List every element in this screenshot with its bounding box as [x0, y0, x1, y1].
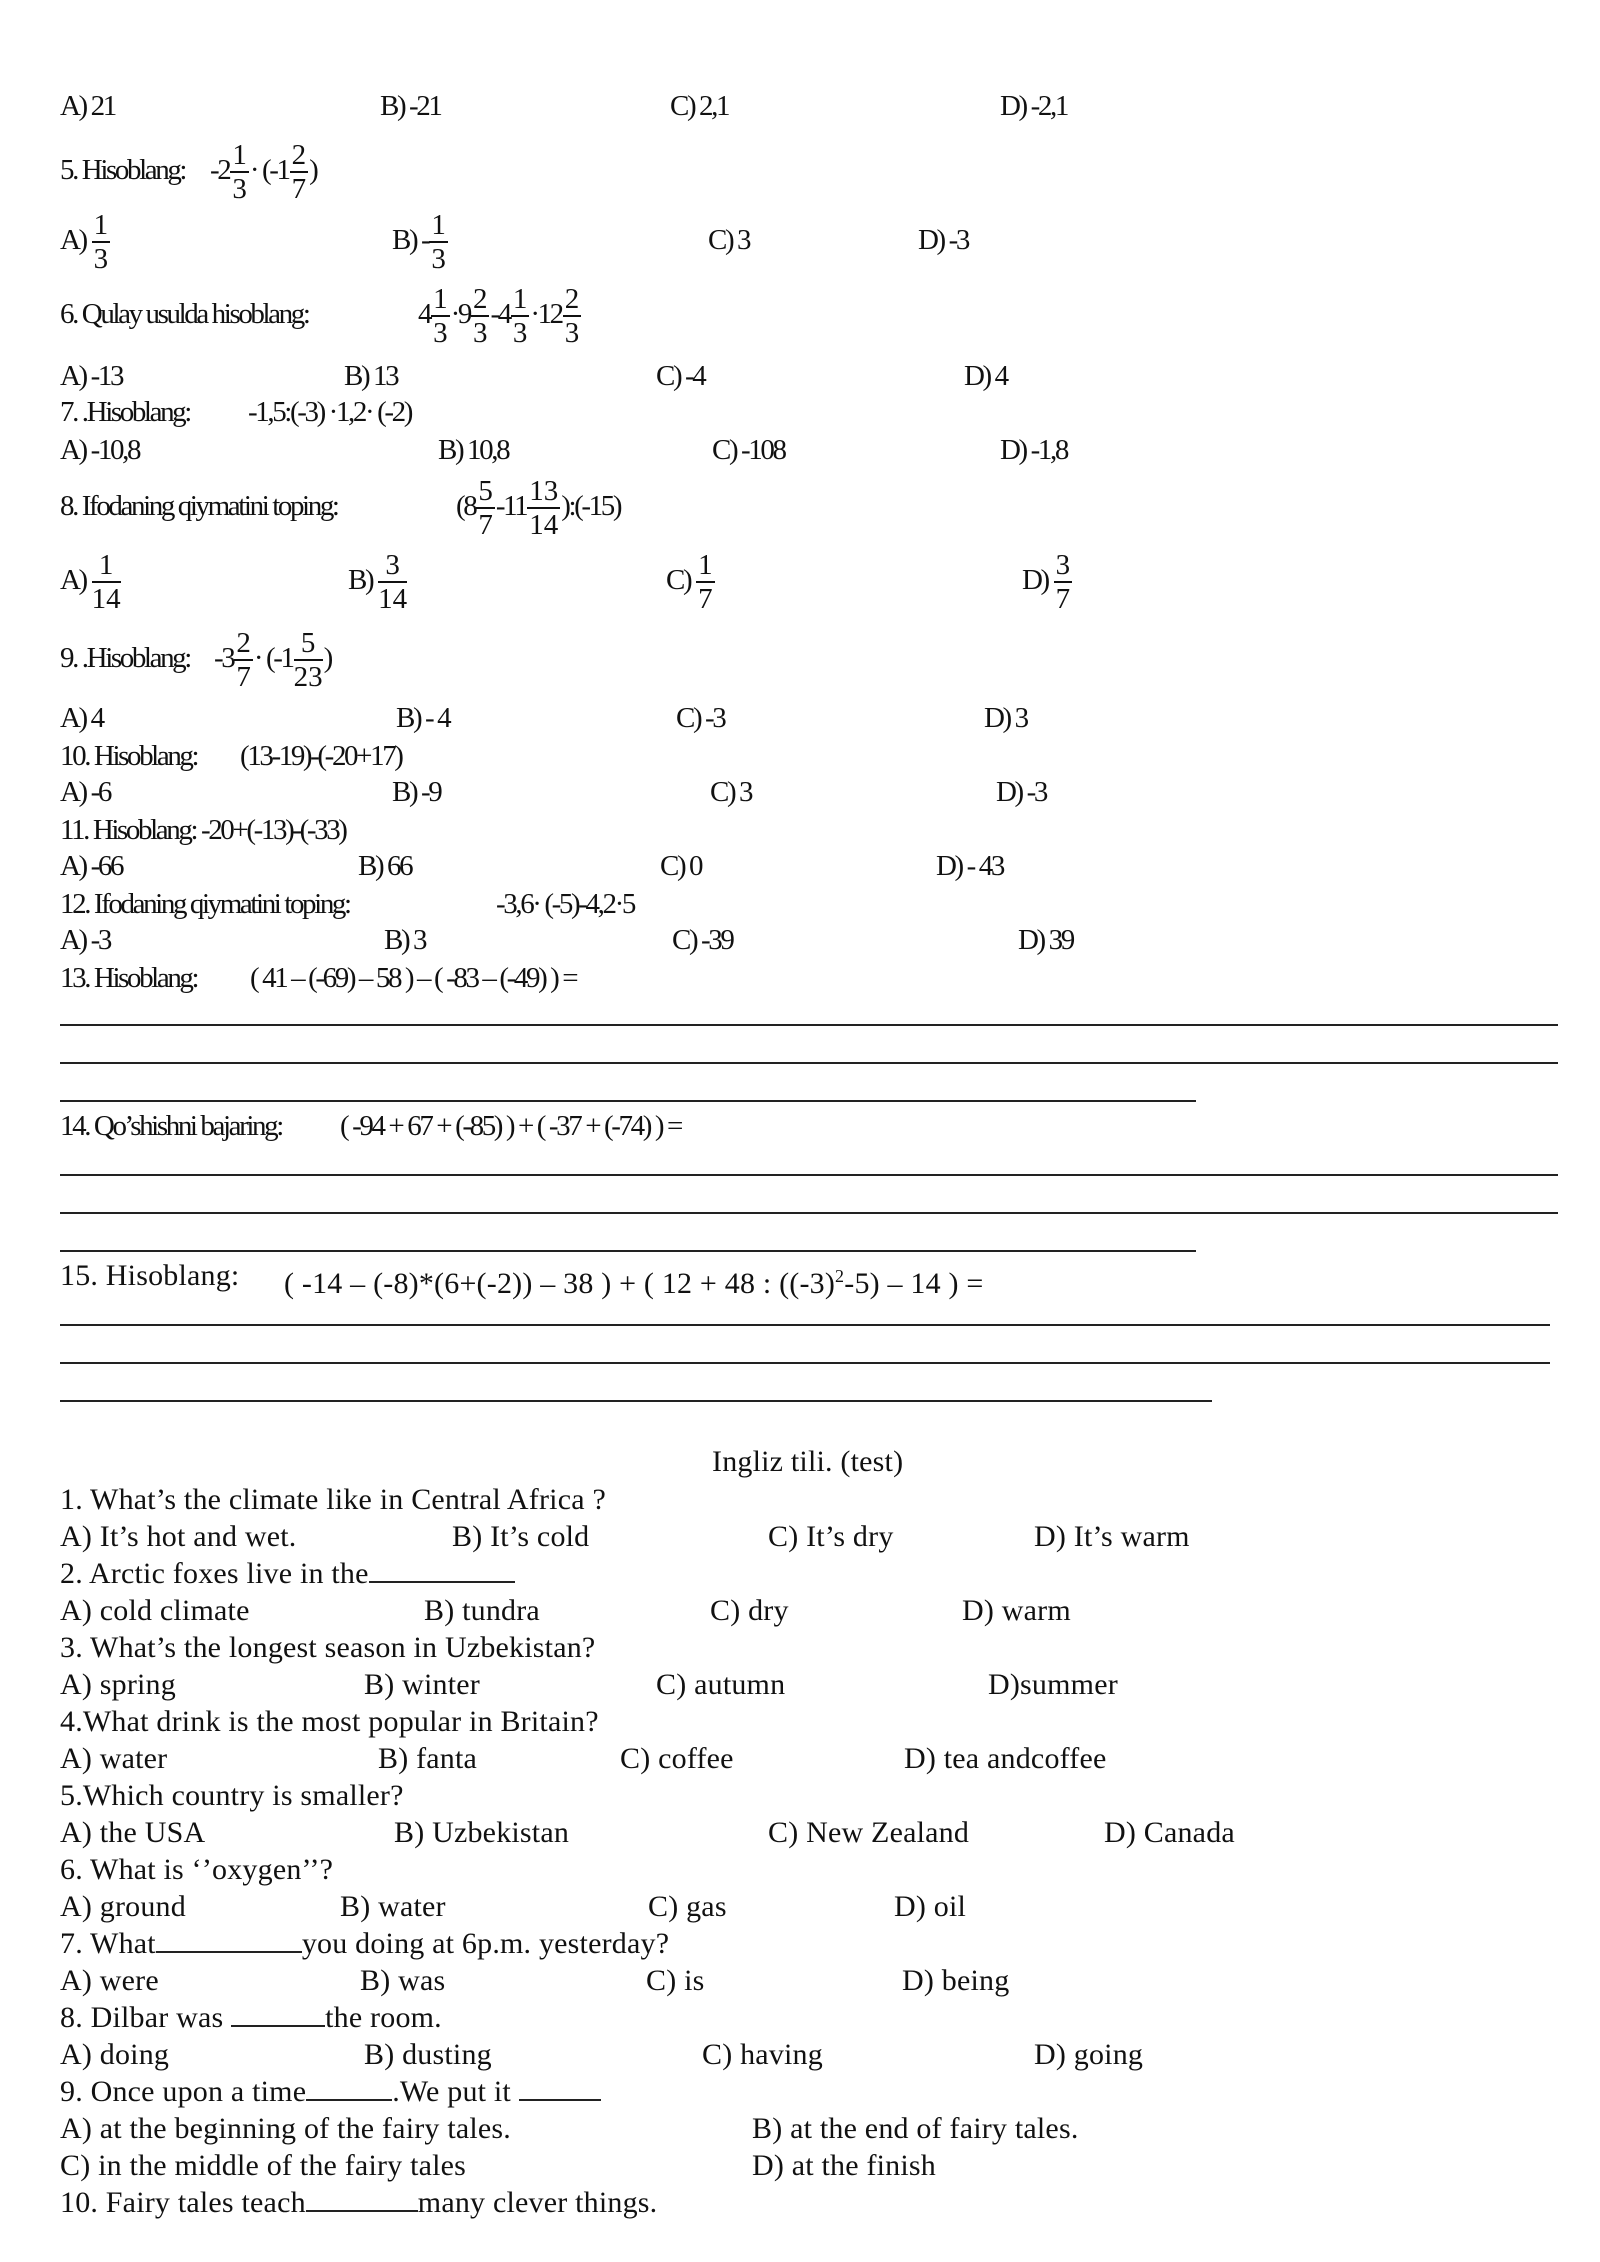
question-expression: -1,5:(-3) ·1,2· (-2) [248, 396, 411, 428]
question-13 [0, 956, 1600, 1000]
option-d: D) 39 [1018, 924, 1073, 956]
option-a: A) -10,8 [60, 434, 140, 466]
question-text: 7. What you doing at 6p.m. yesterday? [60, 1927, 670, 1960]
option-c: C) 2,1 [670, 90, 729, 122]
option-b: B) tundra [424, 1594, 540, 1627]
q4-options [0, 84, 1600, 128]
q8-options [0, 546, 1600, 614]
answer-blank[interactable] [231, 1999, 325, 2027]
option-d: D) Canada [1104, 1816, 1235, 1849]
option-a: A) ground [60, 1890, 186, 1923]
option-b: B) -9 [392, 776, 441, 808]
option-d: D) It’s warm [1034, 1520, 1190, 1553]
question-5 [0, 138, 1600, 205]
option-b: B) 3 [384, 924, 426, 956]
question-text: 3. What’s the longest season in Uzbekistan? [60, 1631, 596, 1664]
option-b: B) - $\frac{1}{3}$ [392, 208, 446, 275]
option-c: C) is [646, 1964, 705, 1997]
option-b: B) $\frac{3}{14}$ [348, 548, 408, 615]
option-b: B) Uzbekistan [394, 1816, 570, 1849]
english-test-title: Ingliz tili. (test) [712, 1445, 904, 1478]
english-question-10 [0, 2181, 1600, 2225]
option-a: A) -13 [60, 360, 123, 392]
question-label: 11. Hisoblang: -20+(-13)-(-33) [60, 814, 346, 846]
option-a: A) 21 [60, 90, 115, 122]
question-text: 2. Arctic foxes live in the [60, 1552, 515, 1596]
option-a: A) were [60, 1964, 159, 1997]
answer-blank[interactable] [519, 2073, 601, 2101]
option-d: D) $\frac{3}{7}$ [1022, 548, 1071, 615]
option-a: A) at the beginning of the fairy tales. [60, 2112, 511, 2145]
option-c: C) 3 [710, 776, 752, 808]
option-d: D)summer [988, 1668, 1118, 1701]
option-a: A) cold climate [60, 1594, 250, 1627]
option-c: C) 3 [708, 224, 750, 256]
option-a: A) -3 [60, 924, 111, 956]
option-d: D) at the finish [752, 2149, 936, 2182]
question-label: 13. Hisoblang: [60, 962, 198, 994]
question-15 [0, 1254, 1600, 1298]
question-expression: 4 $\frac{1}{3}$ ·9 $\frac{2}{3}$ -4 $\frac{1}{3}$ ·12 $\frac{2}{3}$ [418, 282, 580, 349]
option-d: D) tea andcoffee [904, 1742, 1107, 1775]
option-c: C) It’s dry [768, 1520, 894, 1553]
q5-options [0, 208, 1600, 275]
option-b: B) 10,8 [438, 434, 509, 466]
option-b: B) dusting [364, 2038, 492, 2071]
option-a: A) 4 [60, 702, 103, 734]
answer-blank[interactable] [306, 2073, 392, 2101]
question-text: 9. Once upon a time .We put it [60, 2070, 601, 2114]
option-a: A) -6 [60, 776, 111, 808]
question-expression: ( -14 – (-8)*(6+(-2)) – 38 ) + ( 12 + 48 : $((-3)^2-5) - 14$ ) = [284, 1266, 984, 1300]
question-6 [0, 282, 1600, 349]
option-b: B) - 4 [396, 702, 450, 734]
question-text: 5.Which country is smaller? [60, 1779, 404, 1812]
option-b: B) 13 [344, 360, 398, 392]
answer-line[interactable] [60, 1174, 1558, 1176]
option-a: A) $\frac{1}{14}$ [60, 548, 121, 615]
option-c: C) -3 [676, 702, 725, 734]
option-a: A) the USA [60, 1816, 206, 1849]
option-a: A) doing [60, 2038, 170, 2071]
option-d: D) oil [894, 1890, 967, 1923]
question-label: 8. Ifodaning qiymatini toping: [60, 490, 338, 522]
question-label: 10. Hisoblang: [60, 740, 198, 772]
question-label: 9. .Hisoblang: [60, 642, 190, 674]
question-text: 8. Dilbar was the room. [60, 2001, 442, 2034]
option-b: B) fanta [378, 1742, 478, 1775]
answer-line[interactable] [60, 1250, 1196, 1252]
option-a: A) $\frac{1}{3}$ [60, 208, 109, 275]
answer-line[interactable] [60, 1324, 1550, 1326]
option-d: D) -2,1 [1000, 90, 1067, 122]
question-expression: ( 41 – (-69) – 58 ) – ( -83 – (-49) ) = [250, 962, 577, 994]
answer-line[interactable] [60, 1400, 1212, 1402]
option-b: B) -21 [380, 90, 441, 122]
option-d: D) 4 [964, 360, 1007, 392]
option-c: C) 0 [660, 850, 702, 882]
question-expression: -2 $\frac{1}{3}$ · (-1 $\frac{2}{7}$ ) [210, 138, 317, 205]
question-text: 6. What is ‘’oxygen’’? [60, 1853, 334, 1886]
answer-line[interactable] [60, 1100, 1196, 1102]
option-d: D) - 43 [936, 850, 1003, 882]
question-label: 7. .Hisoblang: [60, 396, 190, 428]
question-label: 15. Hisoblang: [60, 1259, 240, 1292]
answer-line[interactable] [60, 1212, 1558, 1214]
question-text: 10. Fairy tales teach many clever things. [60, 2186, 658, 2219]
option-c: C) -4 [656, 360, 705, 392]
question-text: 4.What drink is the most popular in Britain? [60, 1705, 599, 1738]
answer-blank[interactable] [369, 1555, 515, 1583]
answer-line[interactable] [60, 1062, 1558, 1064]
option-b: B) winter [364, 1668, 480, 1701]
question-label: 6. Qulay usulda hisoblang: [60, 298, 309, 330]
option-a: A) water [60, 1742, 168, 1775]
question-8 [0, 474, 1600, 541]
option-c: C) -39 [672, 924, 733, 956]
option-d: D) -1,8 [1000, 434, 1067, 466]
question-expression: (8 $\frac{5}{7}$ -11 $\frac{13}{14}$ ):(-15) [456, 474, 621, 541]
option-d: D) going [1034, 2038, 1144, 2071]
option-c: C) coffee [620, 1742, 734, 1775]
option-d: D) warm [962, 1594, 1071, 1627]
option-b: B) 66 [358, 850, 412, 882]
question-9 [0, 626, 1600, 693]
option-d: D) being [902, 1964, 1010, 1997]
option-c: C) in the middle of the fairy tales [60, 2149, 467, 2182]
answer-line[interactable] [60, 1024, 1558, 1026]
option-c: C) $\frac{1}{7}$ [666, 548, 713, 615]
question-expression: ( -94 + 67 + (-85) ) + ( -37 + (-74) ) = [340, 1110, 681, 1142]
option-d: D) 3 [984, 702, 1027, 734]
question-label: 5. Hisoblang: [60, 154, 186, 186]
question-expression: (13-19)-(-20+17) [240, 740, 402, 772]
option-c: C) autumn [656, 1668, 786, 1701]
option-a: A) spring [60, 1668, 176, 1701]
question-expression: -3 $\frac{2}{7}$ · (-1 $\frac{5}{23}$ ) [214, 626, 331, 693]
question-label: 14. Qo’shishni bajaring: [60, 1110, 282, 1142]
option-b: B) at the end of fairy tales. [752, 2112, 1079, 2145]
option-c: C) -108 [712, 434, 785, 466]
question-expression: -3,6· (-5)-4,2·5 [496, 888, 634, 920]
option-d: D) -3 [996, 776, 1047, 808]
option-b: B) water [340, 1890, 446, 1923]
question-text: 1. What’s the climate like in Central Africa ? [60, 1483, 606, 1516]
answer-blank[interactable] [306, 2184, 418, 2212]
answer-line[interactable] [60, 1362, 1550, 1364]
answer-blank[interactable] [156, 1925, 302, 1953]
option-c: C) having [702, 2038, 823, 2071]
option-d: D) -3 [918, 224, 969, 256]
option-c: C) dry [710, 1594, 789, 1627]
question-14 [0, 1104, 1600, 1148]
option-a: A) -66 [60, 850, 123, 882]
question-label: 12. Ifodaning qiymatini toping: [60, 888, 350, 920]
option-c: C) gas [648, 1890, 727, 1923]
option-a: A) It’s hot and wet. [60, 1520, 297, 1553]
option-b: B) It’s cold [452, 1520, 590, 1553]
q7-options [0, 428, 1600, 472]
option-c: C) New Zealand [768, 1816, 970, 1849]
option-b: B) was [360, 1964, 446, 1997]
